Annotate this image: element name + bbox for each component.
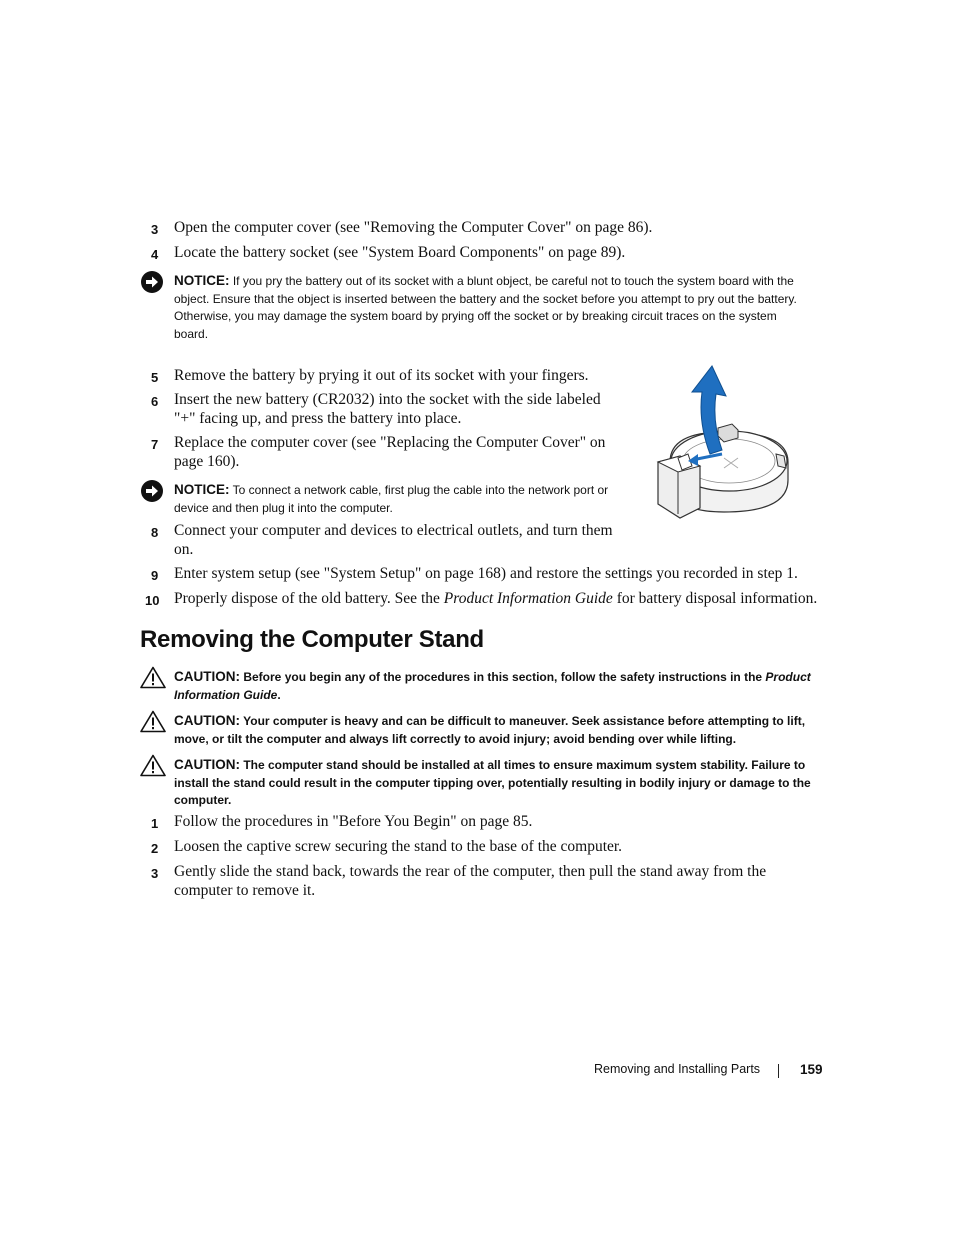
step-number: 3	[151, 866, 159, 881]
step-number: 4	[151, 247, 159, 262]
caution-label: CAUTION:	[174, 713, 240, 728]
caution-text: Your computer is heavy and can be difficult to maneuver. Seek assistance before attempting to lift, move, or tilt the computer and always lift correctly to avoid injury; avoid bending over while lifting.	[174, 714, 806, 746]
caution-label: CAUTION:	[174, 757, 240, 772]
step-number: 9	[151, 568, 159, 583]
notice-label: NOTICE:	[174, 273, 230, 288]
battery-removal-illustration	[652, 362, 797, 522]
step-text: Open the computer cover (see "Removing the Computer Cover" on page 86).	[174, 219, 653, 236]
step-number: 7	[151, 437, 159, 452]
step-number: 8	[151, 525, 159, 540]
caution-icon	[140, 666, 166, 689]
notice-block	[174, 272, 814, 343]
step-text: Loosen the captive screw securing the stand to the base of the computer.	[174, 838, 623, 855]
caution-label: CAUTION:	[174, 669, 240, 684]
step-text: Insert the new battery (CR2032) into the socket with the side labeled "+" facing up, and press the battery into place.	[174, 391, 601, 427]
step-text: Connect your computer and devices to electrical outlets, and turn them on.	[174, 522, 613, 558]
caution-block	[174, 756, 814, 810]
step-number: 10	[145, 593, 160, 608]
step-text: Remove the battery by prying it out of its socket with your fingers.	[174, 367, 589, 384]
step-number: 6	[151, 394, 159, 409]
caution-block	[174, 712, 814, 748]
notice-icon	[140, 479, 164, 503]
step-text: Replace the computer cover (see "Replacing the Computer Cover" on page 160).	[174, 434, 606, 470]
notice-text: To connect a network cable, first plug the cable into the network port or device and then plug it into the computer.	[174, 483, 609, 515]
caution-block: CAUTION: Before you begin any of the procedures in this section, follow the safety instructions in the Product Information Guide.	[174, 669, 811, 702]
notice-block	[174, 481, 622, 517]
caution-text: The computer stand should be installed at all times to ensure maximum system stability. Failure to install the stand could result in the computer tipping over, potentially resulting in bodily injury or damage to the computer.	[174, 758, 811, 807]
step-number: 2	[151, 841, 159, 856]
step-text: Gently slide the stand back, towards the rear of the computer, then pull the stand away from the computer to remove it.	[174, 863, 767, 899]
step-text: Properly dispose of the old battery. See the Product Information Guide for battery disposal information.	[174, 590, 818, 607]
step-text: Locate the battery socket (see "System Board Components" on page 89).	[174, 244, 626, 261]
notice-text: If you pry the battery out of its socket with a blunt object, be careful not to touch the system board with the object. Ensure that the object is inserted between the battery and the socket before you attempt to pry out the battery. Otherwise, you may damage the system board by prying off the socket or by breaking circuit traces on the system board.	[174, 274, 797, 341]
section-title: Removing the Computer Stand	[140, 626, 484, 653]
page-number: 159	[800, 1062, 823, 1077]
step-number: 3	[151, 222, 159, 237]
step-number: 5	[151, 370, 159, 385]
footer-divider	[778, 1064, 779, 1078]
footer-section-title: Removing and Installing Parts	[594, 1062, 761, 1076]
step-number: 1	[151, 816, 159, 831]
notice-icon	[140, 270, 164, 294]
step-text: Follow the procedures in "Before You Begin" on page 85.	[174, 813, 533, 830]
notice-label: NOTICE:	[174, 482, 230, 497]
caution-icon	[140, 710, 166, 733]
caution-icon	[140, 754, 166, 777]
step-text: Enter system setup (see "System Setup" on page 168) and restore the settings you recorded in step 1.	[174, 565, 798, 582]
